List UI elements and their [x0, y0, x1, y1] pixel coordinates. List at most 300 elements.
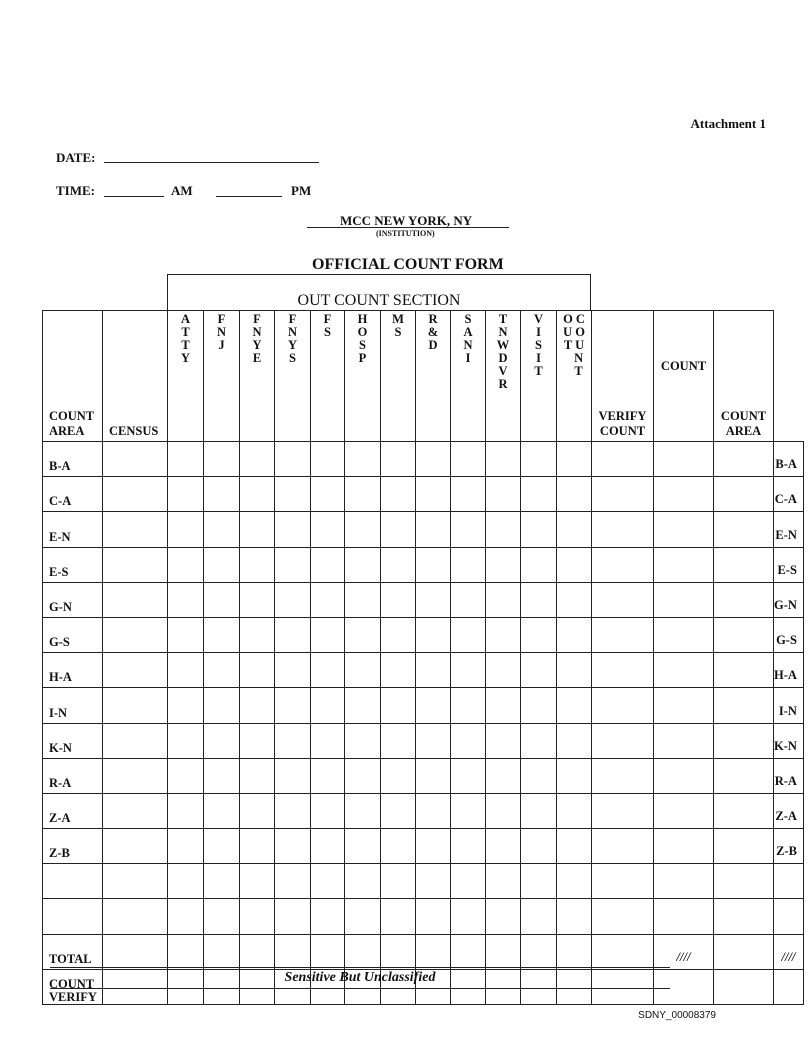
row-label: H-A [43, 653, 103, 688]
entry-cell[interactable] [103, 512, 168, 547]
row-label-right: B-A [774, 442, 804, 477]
entry-cell[interactable] [451, 547, 486, 582]
entry-cell[interactable] [521, 723, 557, 758]
attachment-label: Attachment 1 [690, 116, 766, 131]
verify-count-cell[interactable] [654, 723, 714, 758]
entry-cell[interactable] [168, 758, 204, 793]
entry-cell[interactable] [486, 442, 521, 477]
entry-cell[interactable] [275, 688, 311, 723]
row-label-right: K-N [774, 723, 804, 758]
entry-cell[interactable] [345, 934, 381, 969]
entry-cell[interactable] [311, 899, 345, 934]
entry-cell[interactable] [486, 899, 521, 934]
footer-line-top [50, 967, 670, 968]
entry-cell[interactable] [204, 582, 240, 617]
verify-count-cell[interactable] [654, 442, 714, 477]
verify-count-cell[interactable] [654, 829, 714, 864]
entry-cell[interactable] [345, 829, 381, 864]
entry-cell[interactable] [103, 442, 168, 477]
count-cell[interactable] [714, 969, 774, 1004]
entry-cell[interactable] [451, 512, 486, 547]
count-cell[interactable] [714, 934, 774, 969]
verify-count-cell[interactable] [654, 758, 714, 793]
entry-cell[interactable] [204, 793, 240, 828]
entry-cell[interactable] [592, 829, 654, 864]
institution-name: MCC NEW YORK, NY [340, 213, 473, 228]
entry-cell[interactable] [557, 793, 592, 828]
entry-cell[interactable] [521, 547, 557, 582]
entry-cell[interactable] [168, 512, 204, 547]
entry-cell[interactable] [275, 899, 311, 934]
entry-cell[interactable] [240, 793, 275, 828]
entry-cell[interactable] [557, 653, 592, 688]
entry-cell[interactable] [592, 793, 654, 828]
count-cell[interactable] [714, 829, 774, 864]
entry-cell[interactable] [416, 617, 451, 652]
entry-cell[interactable] [311, 617, 345, 652]
row-label-right: R-A [774, 758, 804, 793]
col-out-8: S A N I [451, 311, 486, 442]
entry-cell[interactable] [345, 864, 381, 899]
entry-cell[interactable] [592, 899, 654, 934]
pm-label: PM [291, 183, 312, 198]
am-label: AM [171, 183, 193, 198]
entry-cell[interactable] [592, 442, 654, 477]
entry-cell[interactable] [240, 829, 275, 864]
entry-cell[interactable] [486, 582, 521, 617]
entry-cell[interactable] [311, 477, 345, 512]
entry-cell[interactable] [240, 899, 275, 934]
entry-cell[interactable] [451, 477, 486, 512]
entry-cell[interactable] [311, 864, 345, 899]
entry-cell[interactable] [381, 758, 416, 793]
entry-cell[interactable] [451, 793, 486, 828]
entry-cell[interactable] [486, 864, 521, 899]
entry-cell[interactable] [168, 934, 204, 969]
entry-cell[interactable] [345, 547, 381, 582]
entry-cell[interactable] [275, 864, 311, 899]
table-row-i-n [43, 688, 804, 723]
entry-cell[interactable] [486, 617, 521, 652]
entry-cell[interactable] [103, 829, 168, 864]
entry-cell[interactable] [416, 653, 451, 688]
row-label: COUNT VERIFY [43, 969, 103, 1004]
entry-cell[interactable] [557, 512, 592, 547]
entry-cell[interactable] [451, 442, 486, 477]
entry-cell[interactable] [204, 653, 240, 688]
entry-cell[interactable] [168, 688, 204, 723]
entry-cell[interactable] [592, 547, 654, 582]
entry-cell[interactable] [275, 582, 311, 617]
row-label: G-N [43, 582, 103, 617]
table-row-z-a [43, 793, 804, 828]
verify-count-cell[interactable] [654, 899, 714, 934]
entry-cell[interactable] [381, 617, 416, 652]
entry-cell[interactable] [592, 723, 654, 758]
entry-cell[interactable] [168, 617, 204, 652]
entry-cell[interactable] [486, 723, 521, 758]
entry-cell[interactable] [345, 477, 381, 512]
entry-cell[interactable] [486, 653, 521, 688]
entry-cell[interactable] [204, 899, 240, 934]
entry-cell[interactable] [103, 723, 168, 758]
entry-cell[interactable] [275, 653, 311, 688]
row-label: TOTAL [43, 934, 103, 969]
count-cell[interactable] [714, 512, 774, 547]
table-row-e-s [43, 547, 804, 582]
col-out-9: T N W D V R [486, 311, 521, 442]
entry-cell[interactable] [275, 547, 311, 582]
entry-cell[interactable] [521, 758, 557, 793]
entry-cell[interactable] [381, 899, 416, 934]
entry-cell[interactable] [521, 582, 557, 617]
entry-cell[interactable] [168, 723, 204, 758]
entry-cell[interactable] [311, 688, 345, 723]
col-out-11: O C U O T U N T [557, 311, 592, 442]
entry-cell[interactable] [557, 864, 592, 899]
entry-cell[interactable] [451, 723, 486, 758]
entry-cell[interactable] [557, 899, 592, 934]
entry-cell[interactable] [168, 442, 204, 477]
row-label: I-N [43, 688, 103, 723]
entry-cell[interactable] [486, 829, 521, 864]
entry-cell[interactable] [275, 793, 311, 828]
entry-cell[interactable] [521, 899, 557, 934]
entry-cell[interactable] [311, 723, 345, 758]
entry-cell[interactable] [592, 653, 654, 688]
entry-cell[interactable] [204, 547, 240, 582]
col-verify-count: VERIFY COUNT [592, 311, 654, 442]
entry-cell[interactable] [381, 582, 416, 617]
col-census: CENSUS [103, 311, 168, 442]
entry-cell[interactable] [275, 617, 311, 652]
entry-cell[interactable] [557, 829, 592, 864]
entry-cell[interactable] [168, 793, 204, 828]
entry-cell[interactable] [381, 829, 416, 864]
entry-cell[interactable] [416, 688, 451, 723]
date-label: DATE: [56, 150, 96, 165]
entry-cell[interactable] [204, 512, 240, 547]
entry-cell[interactable] [381, 793, 416, 828]
entry-cell[interactable] [592, 582, 654, 617]
count-cell[interactable] [714, 723, 774, 758]
table-row-h-a [43, 653, 804, 688]
entry-cell[interactable] [486, 934, 521, 969]
entry-cell[interactable] [345, 688, 381, 723]
entry-cell[interactable] [345, 793, 381, 828]
entry-cell[interactable] [416, 547, 451, 582]
entry-cell[interactable] [381, 723, 416, 758]
entry-cell[interactable] [168, 829, 204, 864]
entry-cell[interactable] [521, 864, 557, 899]
table-row-b-a [43, 442, 804, 477]
entry-cell[interactable] [275, 934, 311, 969]
entry-cell[interactable] [311, 442, 345, 477]
entry-cell[interactable] [557, 688, 592, 723]
table-row-blank-1 [43, 864, 804, 899]
count-cell[interactable] [714, 688, 774, 723]
entry-cell[interactable] [592, 934, 654, 969]
verify-count-cell[interactable]: //// [654, 934, 714, 969]
entry-cell[interactable] [168, 899, 204, 934]
row-label-right [774, 969, 804, 1004]
institution-caption: (INSTITUTION) [376, 229, 435, 238]
entry-cell[interactable] [311, 653, 345, 688]
row-label-right: G-N [774, 582, 804, 617]
row-label-right: //// [774, 934, 804, 969]
entry-cell[interactable] [240, 547, 275, 582]
entry-cell[interactable] [381, 547, 416, 582]
entry-cell[interactable] [381, 688, 416, 723]
row-label-right [774, 899, 804, 934]
count-cell[interactable] [714, 653, 774, 688]
entry-cell[interactable] [345, 653, 381, 688]
entry-cell[interactable] [557, 582, 592, 617]
entry-cell[interactable] [521, 442, 557, 477]
entry-cell[interactable] [557, 723, 592, 758]
entry-cell[interactable] [451, 934, 486, 969]
entry-cell[interactable] [416, 477, 451, 512]
count-cell[interactable] [714, 758, 774, 793]
count-cell[interactable] [714, 477, 774, 512]
entry-cell[interactable] [345, 899, 381, 934]
verify-count-cell[interactable] [654, 688, 714, 723]
entry-cell[interactable] [103, 934, 168, 969]
entry-cell[interactable] [275, 723, 311, 758]
entry-cell[interactable] [557, 758, 592, 793]
entry-cell[interactable] [521, 688, 557, 723]
entry-cell[interactable] [275, 829, 311, 864]
entry-cell[interactable] [416, 793, 451, 828]
count-cell[interactable] [714, 547, 774, 582]
entry-cell[interactable] [592, 477, 654, 512]
entry-cell[interactable] [204, 477, 240, 512]
entry-cell[interactable] [103, 477, 168, 512]
entry-cell[interactable] [592, 617, 654, 652]
entry-cell[interactable] [416, 864, 451, 899]
entry-cell[interactable] [521, 829, 557, 864]
entry-cell[interactable] [592, 512, 654, 547]
entry-cell[interactable] [451, 899, 486, 934]
entry-cell[interactable] [275, 477, 311, 512]
verify-count-cell[interactable] [654, 582, 714, 617]
entry-cell[interactable] [486, 477, 521, 512]
entry-cell[interactable] [486, 793, 521, 828]
entry-cell[interactable] [345, 758, 381, 793]
entry-cell[interactable] [486, 688, 521, 723]
entry-cell[interactable] [311, 547, 345, 582]
entry-cell[interactable] [275, 442, 311, 477]
verify-count-cell[interactable] [654, 477, 714, 512]
entry-cell[interactable] [451, 617, 486, 652]
entry-cell[interactable] [381, 477, 416, 512]
entry-cell[interactable] [521, 653, 557, 688]
entry-cell[interactable] [416, 582, 451, 617]
row-label-right: Z-A [774, 793, 804, 828]
entry-cell[interactable] [557, 442, 592, 477]
entry-cell[interactable] [557, 477, 592, 512]
entry-cell[interactable] [451, 758, 486, 793]
entry-cell[interactable] [486, 512, 521, 547]
table-row-c-a [43, 477, 804, 512]
entry-cell[interactable] [451, 582, 486, 617]
row-label-right: E-N [774, 512, 804, 547]
entry-cell[interactable] [103, 617, 168, 652]
entry-cell[interactable] [240, 723, 275, 758]
entry-cell[interactable] [416, 934, 451, 969]
verify-count-cell[interactable] [654, 864, 714, 899]
table-row-z-b [43, 829, 804, 864]
entry-cell[interactable] [416, 829, 451, 864]
entry-cell[interactable] [416, 442, 451, 477]
row-label-right: G-S [774, 617, 804, 652]
entry-cell[interactable] [103, 758, 168, 793]
entry-cell[interactable] [521, 617, 557, 652]
entry-cell[interactable] [311, 793, 345, 828]
entry-cell[interactable] [381, 512, 416, 547]
entry-cell[interactable] [345, 723, 381, 758]
entry-cell[interactable] [311, 758, 345, 793]
entry-cell[interactable] [345, 582, 381, 617]
verify-count-cell[interactable] [654, 653, 714, 688]
entry-cell[interactable] [416, 512, 451, 547]
entry-cell[interactable] [168, 653, 204, 688]
table-row-r-a [43, 758, 804, 793]
entry-cell[interactable] [204, 723, 240, 758]
entry-cell[interactable] [204, 864, 240, 899]
verify-count-cell[interactable] [654, 793, 714, 828]
out-count-section-header: OUT COUNT SECTION [167, 274, 591, 310]
col-out-5: H O S P [345, 311, 381, 442]
entry-cell[interactable] [486, 758, 521, 793]
entry-cell[interactable] [168, 547, 204, 582]
entry-cell[interactable] [240, 688, 275, 723]
col-out-2: F N Y E [240, 311, 275, 442]
bates-number: SDNY_00008379 [638, 1010, 716, 1021]
entry-cell[interactable] [345, 512, 381, 547]
entry-cell[interactable] [240, 442, 275, 477]
entry-cell[interactable] [381, 442, 416, 477]
entry-cell[interactable] [240, 934, 275, 969]
entry-cell[interactable] [416, 899, 451, 934]
entry-cell[interactable] [381, 864, 416, 899]
count-cell[interactable] [714, 582, 774, 617]
verify-count-cell[interactable] [654, 547, 714, 582]
entry-cell[interactable] [592, 864, 654, 899]
entry-cell[interactable] [240, 617, 275, 652]
row-label [43, 864, 103, 899]
entry-cell[interactable] [381, 934, 416, 969]
count-cell[interactable] [714, 793, 774, 828]
entry-cell[interactable] [592, 688, 654, 723]
entry-cell[interactable] [168, 582, 204, 617]
entry-cell[interactable] [240, 512, 275, 547]
table-row-e-n [43, 512, 804, 547]
entry-cell[interactable] [381, 653, 416, 688]
entry-cell[interactable] [311, 829, 345, 864]
header-row [43, 311, 804, 442]
row-label-right: I-N [774, 688, 804, 723]
entry-cell[interactable] [345, 617, 381, 652]
row-label-right: H-A [774, 653, 804, 688]
verify-count-cell[interactable] [654, 617, 714, 652]
entry-cell[interactable] [103, 653, 168, 688]
entry-cell[interactable] [204, 442, 240, 477]
time-am-field[interactable] [104, 196, 164, 197]
entry-cell[interactable] [557, 617, 592, 652]
entry-cell[interactable] [451, 688, 486, 723]
entry-cell[interactable] [311, 582, 345, 617]
entry-cell[interactable] [345, 442, 381, 477]
entry-cell[interactable] [204, 829, 240, 864]
date-field[interactable] [104, 162, 319, 163]
col-out-4: F S [311, 311, 345, 442]
entry-cell[interactable] [204, 934, 240, 969]
entry-cell[interactable] [275, 758, 311, 793]
entry-cell[interactable] [557, 547, 592, 582]
col-out-6: M S [381, 311, 416, 442]
entry-cell[interactable] [451, 829, 486, 864]
row-label: E-S [43, 547, 103, 582]
entry-cell[interactable] [204, 688, 240, 723]
col-out-1: F N J [204, 311, 240, 442]
entry-cell[interactable] [204, 758, 240, 793]
entry-cell[interactable] [240, 864, 275, 899]
entry-cell[interactable] [311, 934, 345, 969]
count-cell[interactable] [714, 442, 774, 477]
row-label: E-N [43, 512, 103, 547]
row-label-right: Z-B [774, 829, 804, 864]
count-cell[interactable] [714, 864, 774, 899]
entry-cell[interactable] [204, 617, 240, 652]
entry-cell[interactable] [311, 512, 345, 547]
entry-cell[interactable] [103, 688, 168, 723]
entry-cell[interactable] [592, 758, 654, 793]
entry-cell[interactable] [521, 477, 557, 512]
entry-cell[interactable] [168, 864, 204, 899]
entry-cell[interactable] [486, 547, 521, 582]
entry-cell[interactable] [416, 758, 451, 793]
entry-cell[interactable] [240, 477, 275, 512]
col-out-0: A T T Y [168, 311, 204, 442]
entry-cell[interactable] [240, 758, 275, 793]
entry-cell[interactable] [240, 582, 275, 617]
entry-cell[interactable] [557, 934, 592, 969]
verify-count-cell[interactable] [654, 512, 714, 547]
entry-cell[interactable] [521, 512, 557, 547]
count-cell[interactable] [714, 899, 774, 934]
entry-cell[interactable] [451, 864, 486, 899]
entry-cell[interactable] [168, 477, 204, 512]
entry-cell[interactable] [103, 899, 168, 934]
entry-cell[interactable] [103, 864, 168, 899]
entry-cell[interactable] [275, 512, 311, 547]
entry-cell[interactable] [451, 653, 486, 688]
entry-cell[interactable] [103, 582, 168, 617]
row-label: B-A [43, 442, 103, 477]
col-count-area-right: COUNT AREA [714, 311, 774, 442]
entry-cell[interactable] [416, 723, 451, 758]
entry-cell[interactable] [521, 793, 557, 828]
entry-cell[interactable] [521, 934, 557, 969]
table-row-total [43, 934, 804, 969]
time-pm-field[interactable] [216, 196, 282, 197]
entry-cell[interactable] [240, 653, 275, 688]
count-cell[interactable] [714, 617, 774, 652]
col-count-area: COUNT AREA [43, 311, 103, 442]
entry-cell[interactable] [103, 547, 168, 582]
entry-cell[interactable] [103, 793, 168, 828]
